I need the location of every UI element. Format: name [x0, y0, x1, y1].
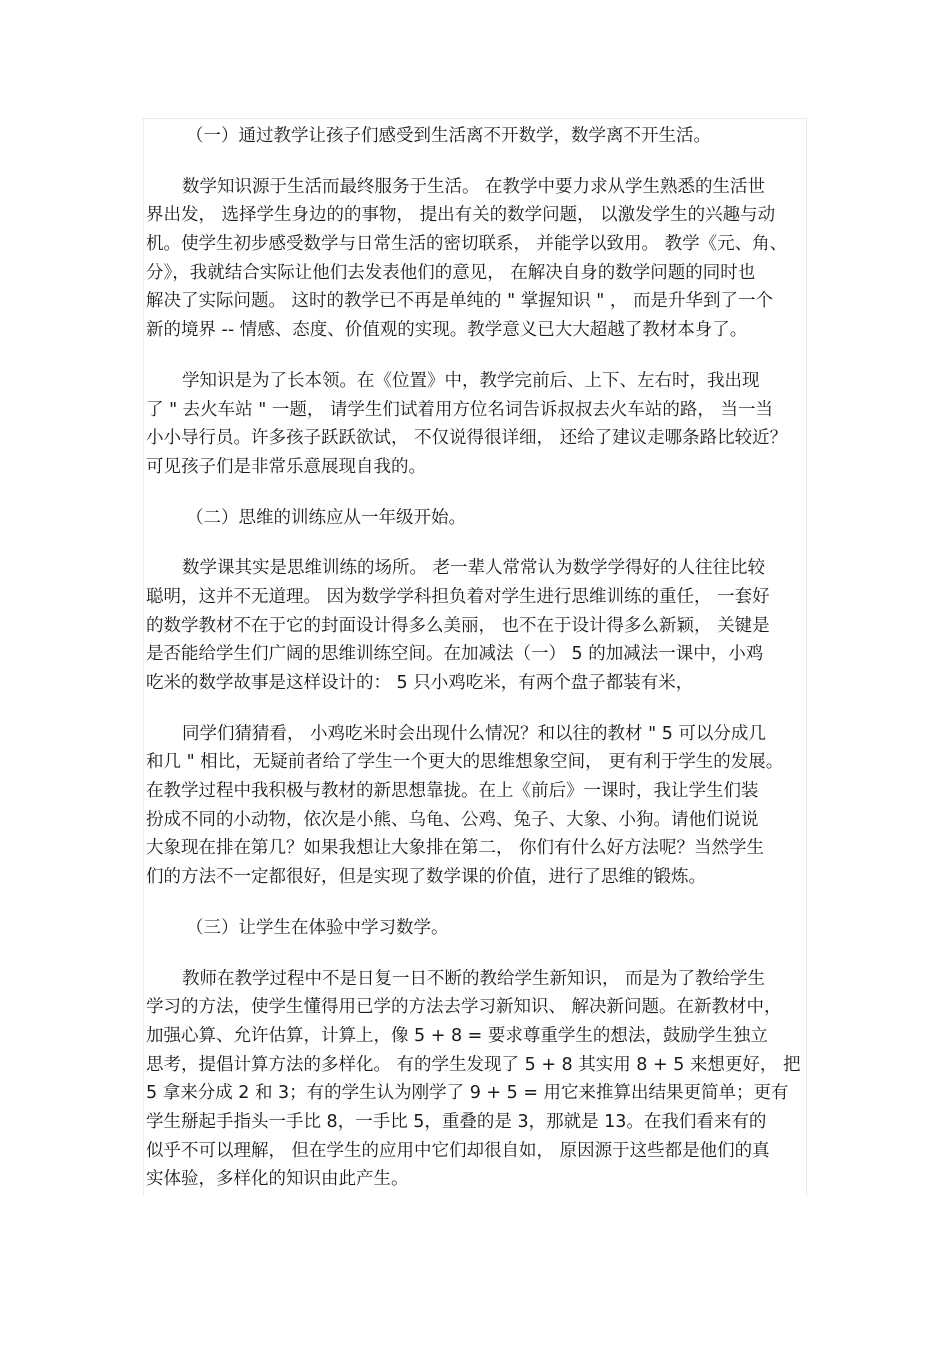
text-line: 可见孩子们是非常乐意展现自我的。 [146, 456, 426, 477]
text-line: 小小导行员。许多孩子跃跃欲试， 不仅说得很详细， 还给了建议走哪条路比较近？ [146, 428, 788, 449]
section-heading [144, 914, 806, 943]
text-line: 机。使学生初步感受数学与日常生活的密切联系， 并能学以致用。 教学《元、角、 [146, 234, 788, 255]
text-line: 5 拿来分成 2 和 3；有的学生认为刚学了 9 + 5 = 用它来推算出结果更简单；更有 [146, 1083, 789, 1104]
text-line: 分》，我就结合实际让他们去发表他们的意见， 在解决自身的数学问题的同时也 [146, 262, 756, 283]
text-line: 和几 " 相比，无疑前者给了学生一个更大的思维想象空间， 更有利于学生的发展。 [146, 752, 784, 773]
text-line: 大象现在排在第几？如果我想让大象排在第二， 你们有什么好方法呢？当然学生 [146, 838, 765, 859]
text-line: 们的方法不一定都很好，但是实现了数学课的价值，进行了思维的锻炼。 [146, 867, 706, 888]
text-line: 似乎不可以理解， 但在学生的应用中它们却很自如， 原因源于这些都是他们的真 [146, 1140, 770, 1161]
text-line: 实体验，多样化的知识由此产生。 [146, 1169, 409, 1190]
text-line: 新的境界 -- 情感、态度、价值观的实现。教学意义已大大超越了教材本身了。 [146, 320, 748, 341]
paragraph [144, 173, 806, 345]
text-line: 学生掰起手指头一手比 8，一手比 5，重叠的是 3，那就是 13。在我们看来有的 [146, 1111, 767, 1132]
text-line: 界出发， 选择学生身边的的事物， 提出有关的数学问题， 以激发学生的兴趣与动 [146, 205, 776, 226]
section-heading [144, 504, 806, 533]
text-line: （一）通过教学让孩子们感受到生活离不开数学，数学离不开生活。 [186, 126, 711, 146]
paragraph [144, 965, 806, 1195]
text-line: （三）让学生在体验中学习数学。 [186, 917, 449, 938]
text-line: 在教学过程中我积极与教材的新思想靠拢。在上《前后》一课时，我让学生们装 [146, 781, 759, 802]
text-line: 吃米的数学故事是这样设计的： 5 只小鸡吃米，有两个盘子都装有米， [146, 673, 694, 693]
text-line: 聪明，这并不无道理。 因为数学学科担负着对学生进行思维训练的重任， 一套好 [146, 586, 770, 607]
text-line: 加强心算、允许估算，计算上，像 5 + 8 = 要求尊重学生的想法，鼓励学生独立 [146, 1025, 768, 1046]
text-line: （二）思维的训练应从一年级开始。 [186, 507, 466, 528]
text-line: 是否能给学生们广阔的思维训练空间。在加减法（一） 5 的加减法一课中，小鸡 [146, 644, 764, 665]
text-line: 扮成不同的小动物，依次是小熊、乌龟、公鸡、兔子、大象、小狗。请他们说说 [146, 809, 759, 830]
text-line: 数学知识源于生活而最终服务于生活。 在教学中要力求从学生熟悉的生活世 [182, 176, 766, 197]
text-line: 学知识是为了长本领。在《位置》中，教学完前后、上下、左右时，我出现 [182, 370, 760, 391]
text-line: 思考，提倡计算方法的多样化。 有的学生发现了 5 + 8 其实用 8 + 5 来想更好， 把 [146, 1054, 801, 1075]
section-heading [144, 122, 806, 151]
document-page [143, 118, 807, 1196]
text-line: 的数学教材不在于它的封面设计得多么美丽， 也不在于设计得多么新颖， 关键是 [146, 615, 770, 636]
text-line: 了 " 去火车站 " 一题， 请学生们试着用方位名词告诉叔叔去火车站的路， 当一当 [146, 399, 773, 420]
paragraph [144, 554, 806, 697]
text-line: 数学课其实是思维训练的场所。 老一辈人常常认为数学学得好的人往往比较 [182, 558, 766, 579]
text-line: 教师在教学过程中不是日复一日不断的教给学生新知识， 而是为了教给学生 [182, 968, 766, 989]
paragraph [144, 367, 806, 482]
text-line: 学习的方法，使学生懂得用已学的方法去学习新知识、 解决新问题。在新教材中， [146, 997, 782, 1018]
paragraph [144, 720, 806, 892]
text-line: 解决了实际问题。 这时的教学已不再是单纯的 " 掌握知识 " ， 而是升华到了一个 [146, 291, 773, 312]
text-line: 同学们猜猜看， 小鸡吃米时会出现什么情况？和以往的教材 " 5 可以分成几 [182, 723, 766, 744]
